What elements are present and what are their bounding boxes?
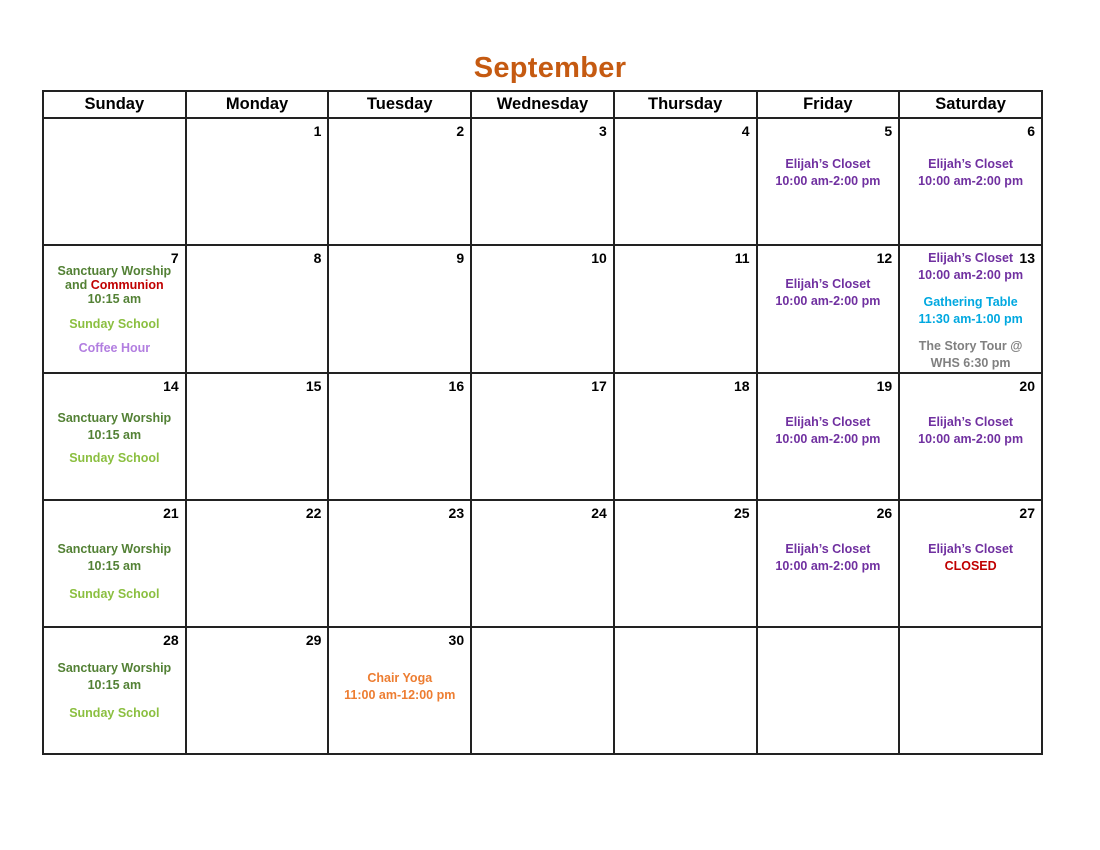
day-cell (757, 118, 900, 245)
day-cell (328, 118, 471, 245)
event-coffee-hour: Coffee Hour (78, 341, 151, 356)
day-cell (186, 627, 329, 754)
day-number: 1 (313, 123, 322, 140)
day-cell-empty (899, 627, 1042, 754)
day-cell (899, 500, 1042, 627)
event-elijahs-closet (900, 250, 1041, 284)
day-cell (471, 373, 614, 500)
day-cell (899, 373, 1042, 500)
weekday-tuesday: Tuesday (328, 91, 471, 118)
event-time: 10:15 am (87, 292, 142, 307)
event-connector: and (65, 278, 88, 293)
event-title: Sanctuary Worship (57, 264, 172, 279)
event-time: 10:00 am-2:00 pm (775, 174, 881, 189)
event-sunday-school: Sunday School (69, 317, 160, 332)
event-title: Sanctuary Worship (57, 541, 172, 556)
day-cell-empty (43, 118, 186, 245)
day-cell (328, 373, 471, 500)
day-cell (186, 118, 329, 245)
day-number: 6 (1027, 123, 1035, 140)
event-time: 11:00 am-12:00 pm (344, 687, 456, 702)
day-cell (614, 245, 757, 372)
day-number: 25 (733, 504, 750, 521)
day-cell (471, 500, 614, 627)
event-title: Elijah’s Closet (785, 414, 871, 429)
day-number: 17 (591, 377, 607, 394)
day-number: 10 (591, 250, 607, 267)
event-time: 10:15 am (87, 677, 142, 692)
event-title: Elijah’s Closet (928, 541, 1014, 556)
day-number: 26 (876, 504, 893, 521)
day-number: 14 (163, 377, 179, 394)
day-cell (328, 245, 471, 372)
event-title: Sanctuary Worship (57, 410, 172, 425)
day-cell (614, 500, 757, 627)
event-gathering-table (900, 294, 1041, 328)
event-title: Gathering Table (923, 295, 1018, 310)
event-location-time: WHS 6:30 pm (930, 356, 1011, 371)
day-number: 18 (733, 377, 750, 394)
weekday-thursday: Thursday (614, 91, 757, 118)
event-status-closed: CLOSED (944, 558, 997, 573)
event-sanctuary-worship (44, 410, 185, 444)
event-title: Elijah’s Closet (928, 414, 1014, 429)
day-cell (186, 245, 329, 372)
weekday-sunday: Sunday (43, 91, 186, 118)
day-number: 11 (734, 250, 750, 267)
event-sanctuary-worship (44, 660, 185, 694)
day-number: 2 (456, 123, 465, 140)
day-cell (471, 245, 614, 372)
event-title: Elijah’s Closet (928, 251, 1014, 266)
day-number: 30 (448, 631, 465, 648)
day-cell (614, 118, 757, 245)
event-time: 10:15 am (87, 427, 142, 442)
day-number: 13 (1019, 250, 1035, 267)
day-cell (471, 118, 614, 245)
day-number: 28 (163, 631, 179, 648)
event-title: Elijah’s Closet (785, 157, 871, 172)
day-number: 8 (313, 250, 322, 267)
event-sunday-school: Sunday School (69, 705, 160, 720)
day-cell (899, 118, 1042, 245)
day-cell-empty (614, 627, 757, 754)
event-elijahs-closet (758, 414, 899, 448)
event-story-tour (900, 338, 1041, 372)
day-cell (614, 373, 757, 500)
event-time: 10:00 am-2:00 pm (775, 558, 881, 573)
week-row (43, 500, 1042, 627)
day-number: 4 (741, 123, 750, 140)
event-time: 10:15 am (87, 558, 142, 573)
day-number: 3 (599, 123, 607, 140)
event-chair-yoga (329, 670, 470, 704)
day-number: 16 (448, 377, 465, 394)
day-cell-empty (757, 627, 900, 754)
weekday-header-row (43, 91, 1042, 118)
weekday-friday: Friday (757, 91, 900, 118)
day-number: 20 (1019, 377, 1035, 394)
day-cell-empty (471, 627, 614, 754)
event-title: Chair Yoga (367, 670, 433, 685)
event-time: 10:00 am-2:00 pm (918, 174, 1024, 189)
day-number: 5 (884, 123, 893, 140)
day-cell (43, 627, 186, 754)
event-title: The Story Tour @ (918, 339, 1023, 354)
day-cell (899, 245, 1042, 372)
event-sanctuary-worship (44, 541, 185, 575)
day-number: 15 (305, 377, 322, 394)
week-row (43, 373, 1042, 500)
event-title: Elijah’s Closet (785, 541, 871, 556)
day-number: 27 (1019, 504, 1035, 521)
day-cell (43, 373, 186, 500)
event-time: 11:30 am-1:00 pm (918, 312, 1023, 327)
event-elijahs-closet (758, 276, 899, 310)
event-time: 10:00 am-2:00 pm (775, 431, 881, 446)
day-cell (186, 500, 329, 627)
event-time: 10:00 am-2:00 pm (918, 431, 1024, 446)
calendar-title: September (473, 52, 627, 84)
day-number: 19 (876, 377, 893, 394)
event-title: Elijah’s Closet (928, 157, 1014, 172)
day-number: 29 (305, 631, 322, 648)
day-cell (186, 373, 329, 500)
event-elijahs-closet (758, 541, 899, 575)
week-row (43, 245, 1042, 372)
day-number: 21 (163, 504, 179, 521)
event-title: Sanctuary Worship (57, 660, 172, 675)
event-elijahs-closet (758, 156, 899, 190)
event-sunday-school: Sunday School (69, 586, 160, 601)
day-number: 24 (591, 504, 607, 521)
event-sanctuary-worship (44, 264, 185, 306)
weekday-wednesday: Wednesday (471, 91, 614, 118)
day-cell (757, 373, 900, 500)
event-communion: Communion (90, 278, 164, 293)
day-number: 12 (876, 250, 893, 267)
day-number: 9 (456, 250, 465, 267)
calendar-grid (42, 90, 1043, 755)
day-cell (43, 245, 186, 372)
event-sunday-school: Sunday School (69, 450, 160, 465)
event-time: 10:00 am-2:00 pm (775, 294, 881, 309)
event-time: 10:00 am-2:00 pm (918, 268, 1024, 283)
day-cell (328, 500, 471, 627)
week-row (43, 627, 1042, 754)
event-title: Elijah’s Closet (785, 277, 871, 292)
day-cell (43, 500, 186, 627)
weekday-monday: Monday (186, 91, 329, 118)
day-cell (757, 245, 900, 372)
week-row (43, 118, 1042, 245)
day-number: 23 (448, 504, 465, 521)
day-cell (757, 500, 900, 627)
event-elijahs-closet (900, 156, 1041, 190)
day-cell (328, 627, 471, 754)
day-number: 22 (305, 504, 322, 521)
event-elijahs-closet (900, 414, 1041, 448)
event-elijahs-closet (900, 541, 1041, 575)
weekday-saturday: Saturday (899, 91, 1042, 118)
day-number: 7 (170, 250, 179, 267)
